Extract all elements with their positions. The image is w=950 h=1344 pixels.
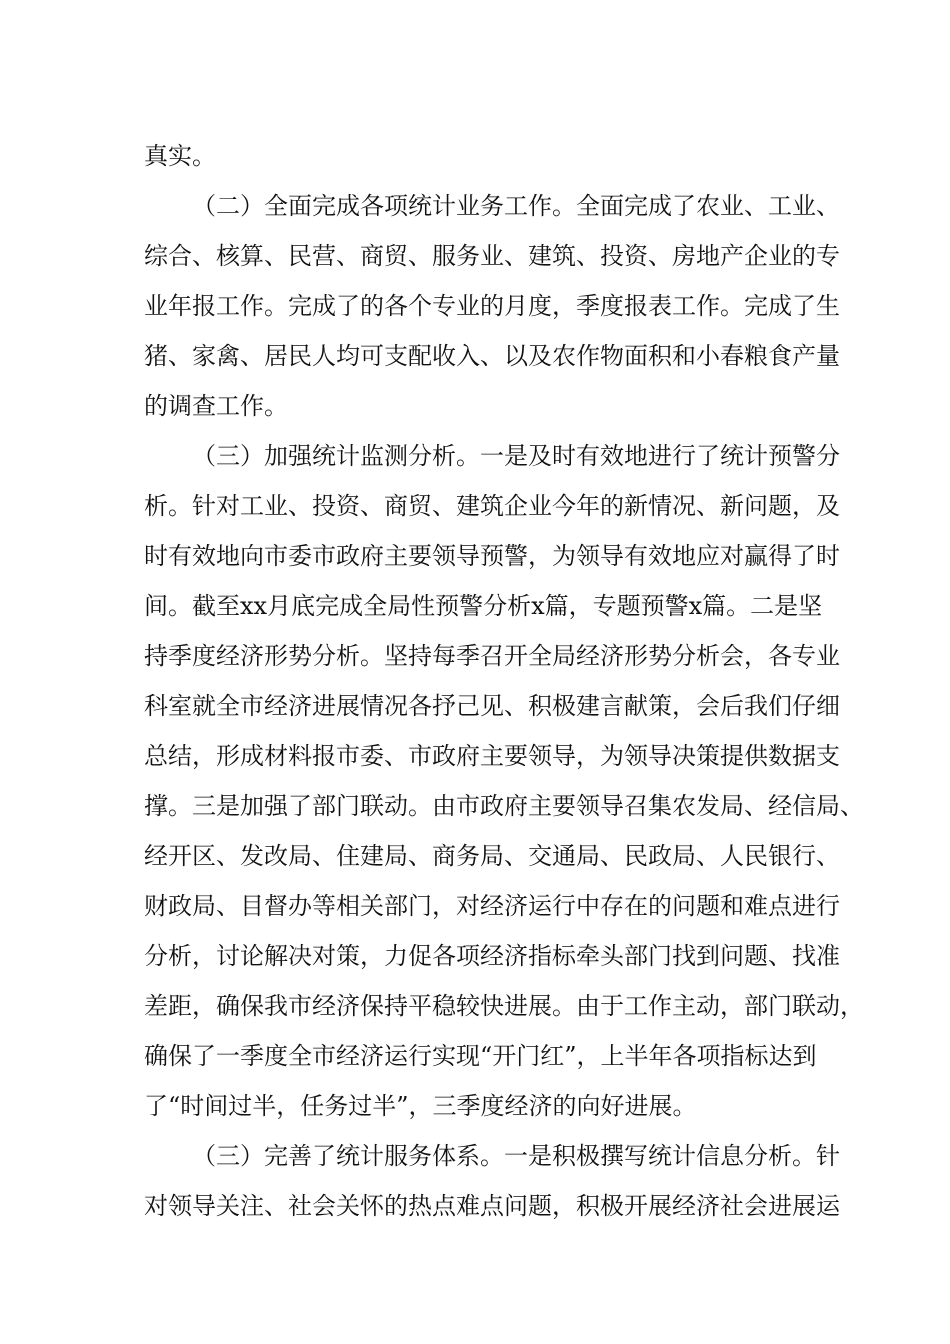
paragraph-heading-line: （二）全面完成各项统计业务工作。全面完成了农业、工业、 xyxy=(192,192,840,220)
text-line: 持季度经济形势分析。坚持每季召开全局经济形势分析会，各专业 xyxy=(144,642,840,670)
text-line: 确保了一季度全市经济运行实现“开门红”，上半年各项指标达到 xyxy=(144,1042,817,1070)
text-line: 总结，形成材料报市委、市政府主要领导，为领导决策提供数据支 xyxy=(144,742,840,770)
text-line: 经开区、发改局、住建局、商务局、交通局、民政局、人民银行、 xyxy=(144,842,840,870)
text-line: 的调查工作。 xyxy=(144,392,288,420)
text-line: 分析，讨论解决对策，力促各项经济指标牵头部门找到问题、找准 xyxy=(144,942,840,970)
text-line: 财政局、目督办等相关部门，对经济运行中存在的问题和难点进行 xyxy=(144,892,840,920)
text-line: 真实。 xyxy=(144,142,216,170)
body-text xyxy=(144,131,864,1231)
text-line: 差距，确保我市经济保持平稳较快进展。由于工作主动，部门联动， xyxy=(144,992,864,1020)
text-line: 撑。三是加强了部门联动。由市政府主要领导召集农发局、经信局、 xyxy=(144,792,864,820)
text-line: 了“时间过半，任务过半”，三季度经济的向好进展。 xyxy=(144,1092,697,1120)
text-line: 猪、家禽、居民人均可支配收入、以及农作物面积和小春粮食产量 xyxy=(144,342,840,370)
text-line: 时有效地向市委市政府主要领导预警，为领导有效地应对赢得了时 xyxy=(144,542,840,570)
paragraph-heading-line: （三）完善了统计服务体系。一是积极撰写统计信息分析。针 xyxy=(192,1142,840,1170)
text-line: 间。截至xx月底完成全局性预警分析x篇，专题预警x篇。二是坚 xyxy=(144,592,823,620)
text-line: 科室就全市经济进展情况各抒己见、积极建言献策，会后我们仔细 xyxy=(144,692,840,720)
text-line: 综合、核算、民营、商贸、服务业、建筑、投资、房地产企业的专 xyxy=(144,242,840,270)
paragraph-heading-line: （三）加强统计监测分析。一是及时有效地进行了统计预警分 xyxy=(192,442,840,470)
text-line: 对领导关注、社会关怀的热点难点问题，积极开展经济社会进展运 xyxy=(144,1192,840,1220)
text-line: 析。针对工业、投资、商贸、建筑企业今年的新情况、新问题，及 xyxy=(144,492,840,520)
text-line: 业年报工作。完成了的各个专业的月度，季度报表工作。完成了生 xyxy=(144,292,840,320)
